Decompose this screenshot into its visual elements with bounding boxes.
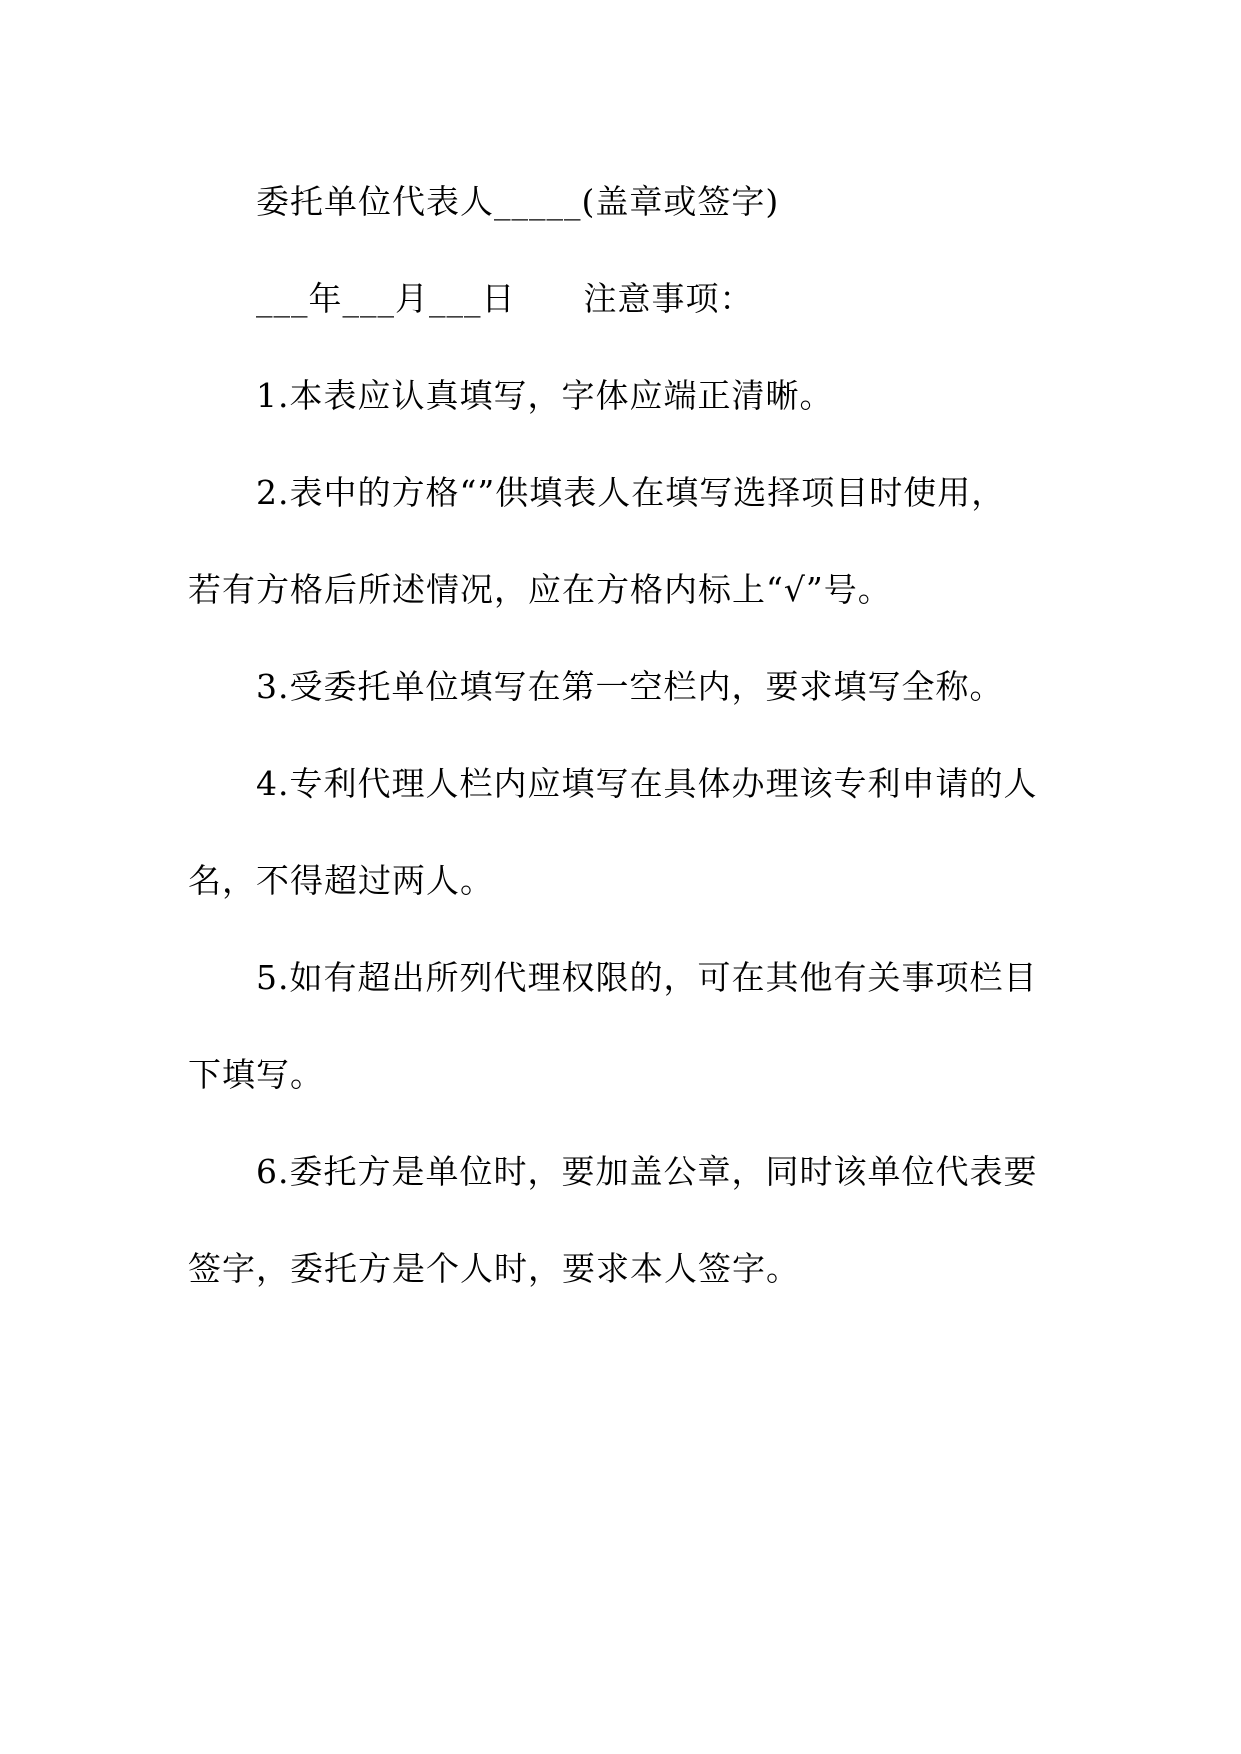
signature-line: 委托单位代表人_____(盖章或签字) <box>256 182 780 221</box>
date-and-notes-heading: ___年___月___日 注意事项： <box>256 279 754 318</box>
note-2-second-line: 若有方格后所述情况，应在方格内标上“√”号。 <box>188 570 892 609</box>
note-4-second-line: 名，不得超过两人。 <box>188 861 494 900</box>
note-3: 3.受委托单位填写在第一空栏内，要求填写全称。 <box>256 667 1004 706</box>
note-4-first-line: 4.专利代理人栏内应填写在具体办理该专利申请的人 <box>256 764 1038 803</box>
note-1: 1.本表应认真填写，字体应端正清晰。 <box>256 376 834 415</box>
note-5-first-line: 5.如有超出所列代理权限的，可在其他有关事项栏目 <box>256 958 1038 997</box>
note-6-first-line: 6.委托方是单位时，要加盖公章，同时该单位代表要 <box>256 1152 1038 1191</box>
note-2-first-line: 2.表中的方格“”供填表人在填写选择项目时使用， <box>256 473 1006 512</box>
note-6-second-line: 签字，委托方是个人时，要求本人签字。 <box>188 1249 800 1288</box>
note-5-second-line: 下填写。 <box>188 1055 324 1094</box>
